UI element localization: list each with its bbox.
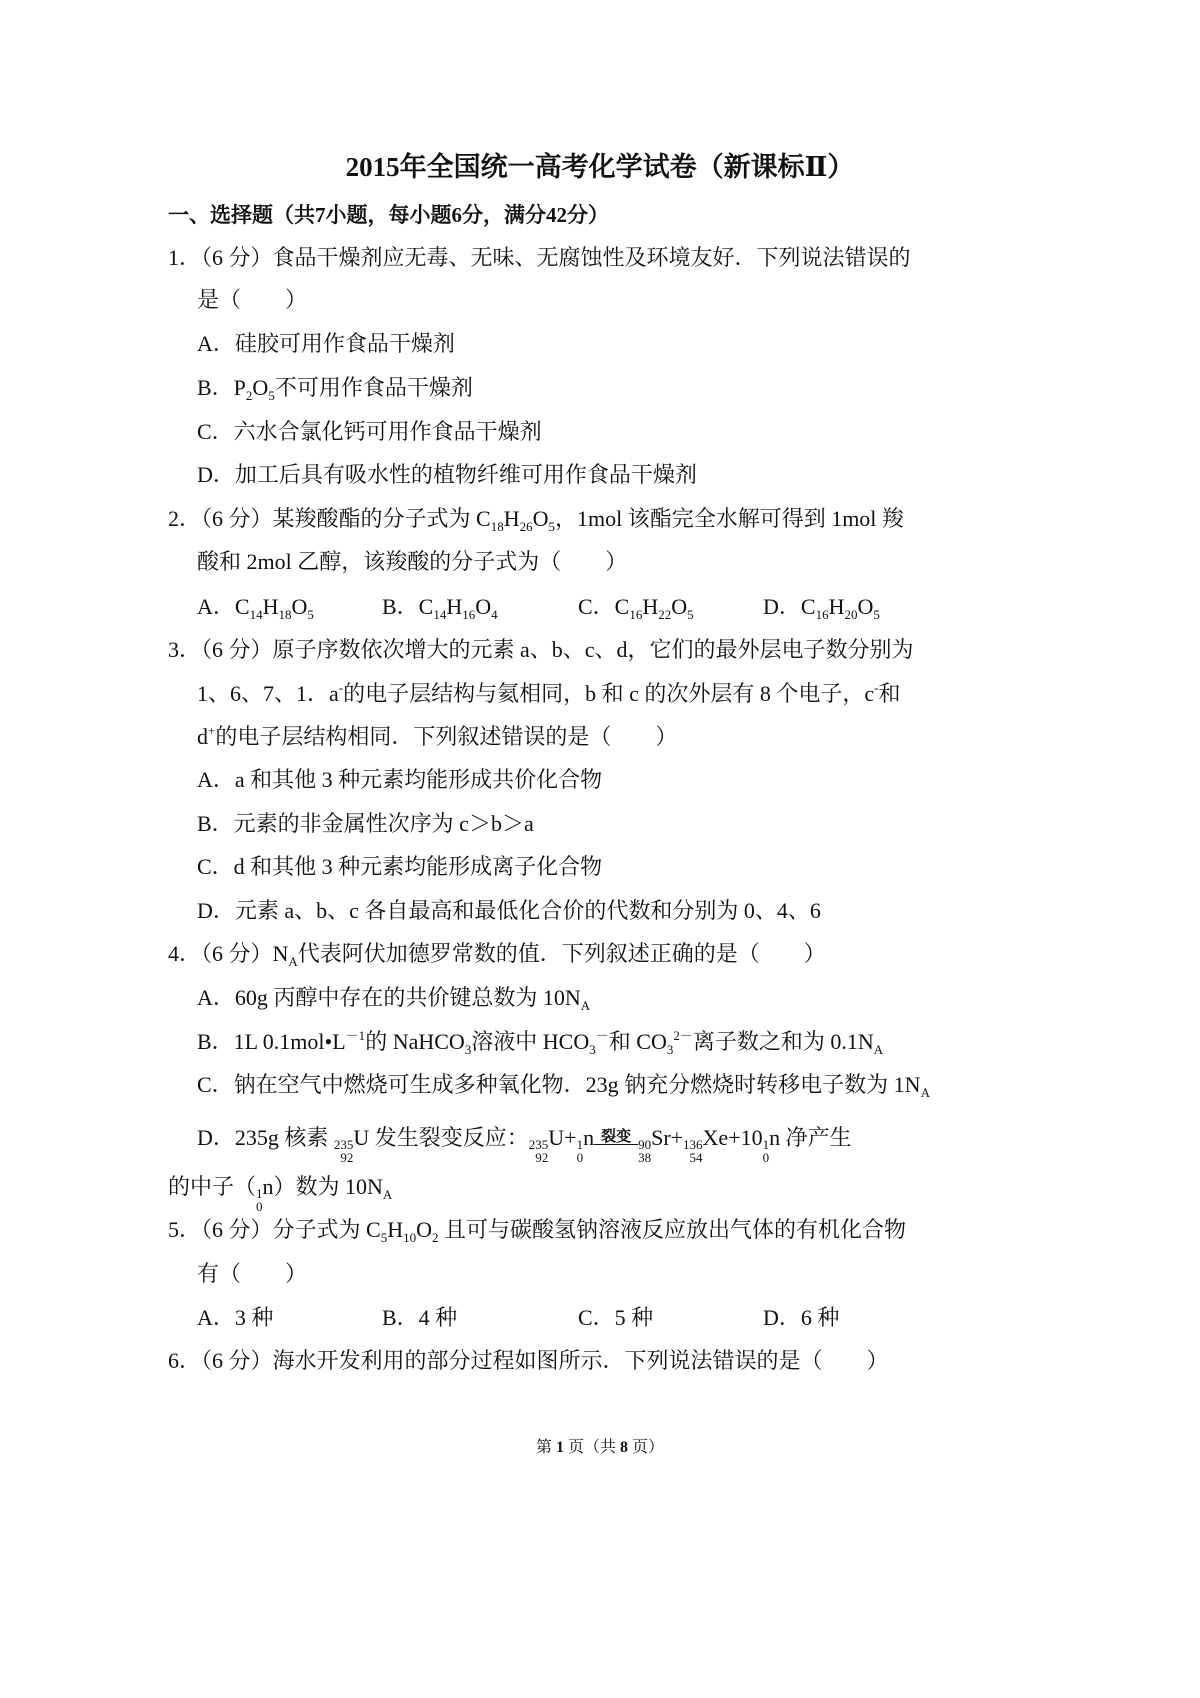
isotope-notation: 1 0	[256, 1186, 263, 1214]
document-line	[763, 592, 880, 622]
subscript: A	[580, 998, 591, 1013]
document-line	[197, 765, 602, 795]
text-run: 的电子层结构与氦相同，b 和 c 的次外层有 8 个电子，c	[343, 681, 875, 706]
document-line	[578, 592, 694, 622]
text-run: n）数为 10N	[262, 1174, 383, 1199]
text-run: Sr+	[651, 1125, 684, 1150]
text-run: 有（ ）	[197, 1261, 308, 1286]
text-run: n 净产生	[769, 1125, 852, 1150]
subscript: 16	[629, 607, 643, 622]
text-run: C．d 和其他 3 种元素均能形成离子化合物	[197, 854, 603, 879]
text-run: D．C	[763, 594, 816, 619]
text-run: C．钠在空气中燃烧可生成多种氧化物．23g 钠充分燃烧时转移电子数为 1N	[197, 1072, 921, 1097]
document-line	[197, 460, 697, 490]
isotope-notation: 1 0	[576, 1137, 584, 1165]
text-run: A．a 和其他 3 种元素均能形成共价化合物	[197, 767, 603, 792]
text-run: O	[475, 594, 492, 619]
text-run: 3．（6 分）原子序数依次增大的元素 a、b、c、d，它们的最外层电子数分别为	[168, 637, 914, 662]
text-run: A．硅胶可用作食品干燥剂	[197, 331, 455, 356]
isotope-notation: 90 38	[638, 1137, 652, 1165]
subscript: 2	[245, 388, 253, 403]
subscript: 3	[464, 1042, 472, 1057]
footer-text: 第	[535, 1439, 556, 1456]
document-line	[168, 1215, 906, 1245]
text-run: ，1mol 该酯完全水解可得到 1mol 羧	[554, 506, 904, 531]
text-run: O	[857, 594, 874, 619]
text-run: H	[387, 1217, 404, 1242]
page-title: 2015年全国统一高考化学试卷（新课标Ⅱ）	[345, 152, 855, 182]
document-line	[197, 373, 473, 403]
subscript: 5	[873, 607, 880, 622]
subscript: 5	[380, 1230, 388, 1245]
subscript: 5	[548, 519, 555, 534]
subscript: 22	[658, 607, 672, 622]
text-run: A．60g 丙醇中存在的共价键总数为 10N	[197, 985, 581, 1010]
document-line	[168, 1346, 889, 1376]
subscript: 10	[403, 1230, 417, 1245]
text-run: U 发生裂变反应：	[353, 1125, 529, 1150]
document-line	[382, 1303, 457, 1333]
document-line	[382, 592, 498, 622]
subscript: 3	[589, 1042, 596, 1057]
isotope-notation: 235 92	[333, 1137, 354, 1165]
text-run: 2．（6 分）某羧酸酯的分子式为 C	[168, 506, 491, 531]
subscript: 3	[666, 1042, 674, 1057]
document-line	[197, 722, 677, 752]
text-run: 离子数之和为 0.1N	[692, 1029, 874, 1054]
subscript: 4	[491, 607, 498, 622]
superscript: +	[208, 723, 216, 738]
document-line	[168, 243, 911, 273]
isotope-notation: 235 92	[528, 1137, 549, 1165]
superscript: -	[874, 680, 879, 695]
document-line	[197, 983, 590, 1013]
subscript: 5	[307, 607, 314, 622]
text-run: D．235g 核素	[197, 1125, 334, 1150]
text-run: 1、6、7、1．a	[197, 681, 339, 706]
subscript: A	[873, 1042, 884, 1057]
subscript: 2	[431, 1230, 439, 1245]
subscript: A	[382, 1187, 393, 1202]
document-line	[197, 1303, 273, 1333]
footer-text: 页）	[628, 1439, 665, 1456]
reaction-arrow: 裂变	[594, 1130, 638, 1145]
subscript: 26	[519, 519, 533, 534]
document-line	[168, 1172, 392, 1213]
text-run: A．3 种	[197, 1305, 274, 1330]
document-line	[197, 679, 901, 709]
text-run: B．4 种	[382, 1305, 458, 1330]
text-run: O	[532, 506, 549, 531]
document-line	[168, 635, 914, 665]
text-run: 的 NaHCO	[365, 1029, 465, 1054]
document-line	[197, 896, 821, 926]
document-line	[197, 809, 534, 839]
text-run: B．C	[382, 594, 434, 619]
section-heading: 一、选择题（共7小题，每小题6分，满分42分）	[168, 203, 609, 227]
subscript: 14	[249, 607, 263, 622]
text-run: 的中子（	[168, 1174, 257, 1199]
text-run: 和 CO	[608, 1029, 667, 1054]
superscript: －	[595, 1028, 609, 1043]
text-run: C．C	[578, 594, 630, 619]
text-run: H	[642, 594, 659, 619]
text-run: H	[446, 594, 463, 619]
document-line	[197, 592, 314, 622]
document-line	[197, 329, 455, 359]
text-run: Xe+10	[702, 1125, 763, 1150]
text-run: 1．（6 分）食品干燥剂应无毒、无味、无腐蚀性及环境友好．下列说法错误的	[168, 245, 911, 270]
text-run: C．5 种	[578, 1305, 654, 1330]
document-line	[197, 1123, 852, 1164]
text-run: H	[503, 506, 520, 531]
document-line	[578, 1303, 653, 1333]
text-run: O	[671, 594, 688, 619]
document-line	[197, 1070, 930, 1100]
text-run: 4．（6 分）N	[168, 941, 289, 966]
text-run: d	[197, 724, 208, 749]
subscript: 5	[687, 607, 694, 622]
subscript: 14	[433, 607, 447, 622]
document-line	[168, 504, 904, 534]
subscript: 18	[490, 519, 504, 534]
text-run: 代表阿伏加德罗常数的值．下列叙述正确的是（ ）	[297, 941, 826, 966]
superscript: -	[338, 680, 344, 695]
subscript: 16	[462, 607, 476, 622]
document-line	[197, 1259, 307, 1289]
isotope-notation: 1 0	[762, 1137, 770, 1165]
text-run: B．P	[197, 375, 246, 400]
text-run: D．6 种	[763, 1305, 840, 1330]
text-run: 且可与碳酸氢钠溶液反应放出气体的有机化合物	[438, 1217, 906, 1242]
text-run: H	[828, 594, 845, 619]
text-run: 6．（6 分）海水开发利用的部分过程如图所示．下列说法错误的是（ ）	[168, 1348, 889, 1373]
superscript: 2－	[673, 1028, 693, 1043]
text-run: D．加工后具有吸水性的植物纤维可用作食品干燥剂	[197, 462, 697, 487]
document-line	[197, 417, 542, 447]
text-run: B．1L 0.1mol•L	[197, 1029, 346, 1054]
text-run: D．元素 a、b、c 各自最高和最低化合价的代数和分别为 0、4、6	[197, 898, 821, 923]
document-line	[197, 285, 307, 315]
page-number: 1	[555, 1439, 564, 1456]
text-run: H	[262, 594, 279, 619]
text-run: 是（ ）	[197, 287, 308, 312]
subscript: 5	[268, 388, 275, 403]
text-run: O	[291, 594, 308, 619]
text-run: 酸和 2mol 乙醇，该羧酸的分子式为（ ）	[197, 549, 628, 574]
subscript: A	[288, 954, 298, 969]
footer-text: 页（共	[563, 1439, 620, 1456]
document-line	[763, 1303, 839, 1333]
text-run: U+	[548, 1125, 577, 1150]
document-line	[197, 1027, 883, 1057]
text-run: O	[252, 375, 269, 400]
subscript: 18	[278, 607, 292, 622]
document-line	[197, 547, 627, 577]
subscript: A	[920, 1085, 930, 1100]
document-line	[197, 852, 602, 882]
text-run: 溶液中 HCO	[471, 1029, 590, 1054]
text-run: A．C	[197, 594, 250, 619]
text-run: C．六水合氯化钙可用作食品干燥剂	[197, 419, 542, 444]
text-run: n	[583, 1125, 595, 1150]
isotope-notation: 136 54	[683, 1137, 703, 1165]
page-total: 8	[620, 1439, 628, 1456]
text-run: O	[416, 1217, 432, 1242]
text-run: 不可用作食品干燥剂	[274, 375, 473, 400]
text-run: 和	[878, 681, 901, 706]
subscript: 16	[815, 607, 829, 622]
superscript: －1	[345, 1028, 366, 1043]
document-line	[168, 939, 826, 969]
text-run: 5．（6 分）分子式为 C	[168, 1217, 381, 1242]
text-run: 的电子层结构相同．下列叙述错误的是（ ）	[215, 724, 678, 749]
page-footer	[0, 1434, 1200, 1457]
text-run: B．元素的非金属性次序为 c＞b＞a	[197, 811, 534, 836]
subscript: 20	[844, 607, 858, 622]
